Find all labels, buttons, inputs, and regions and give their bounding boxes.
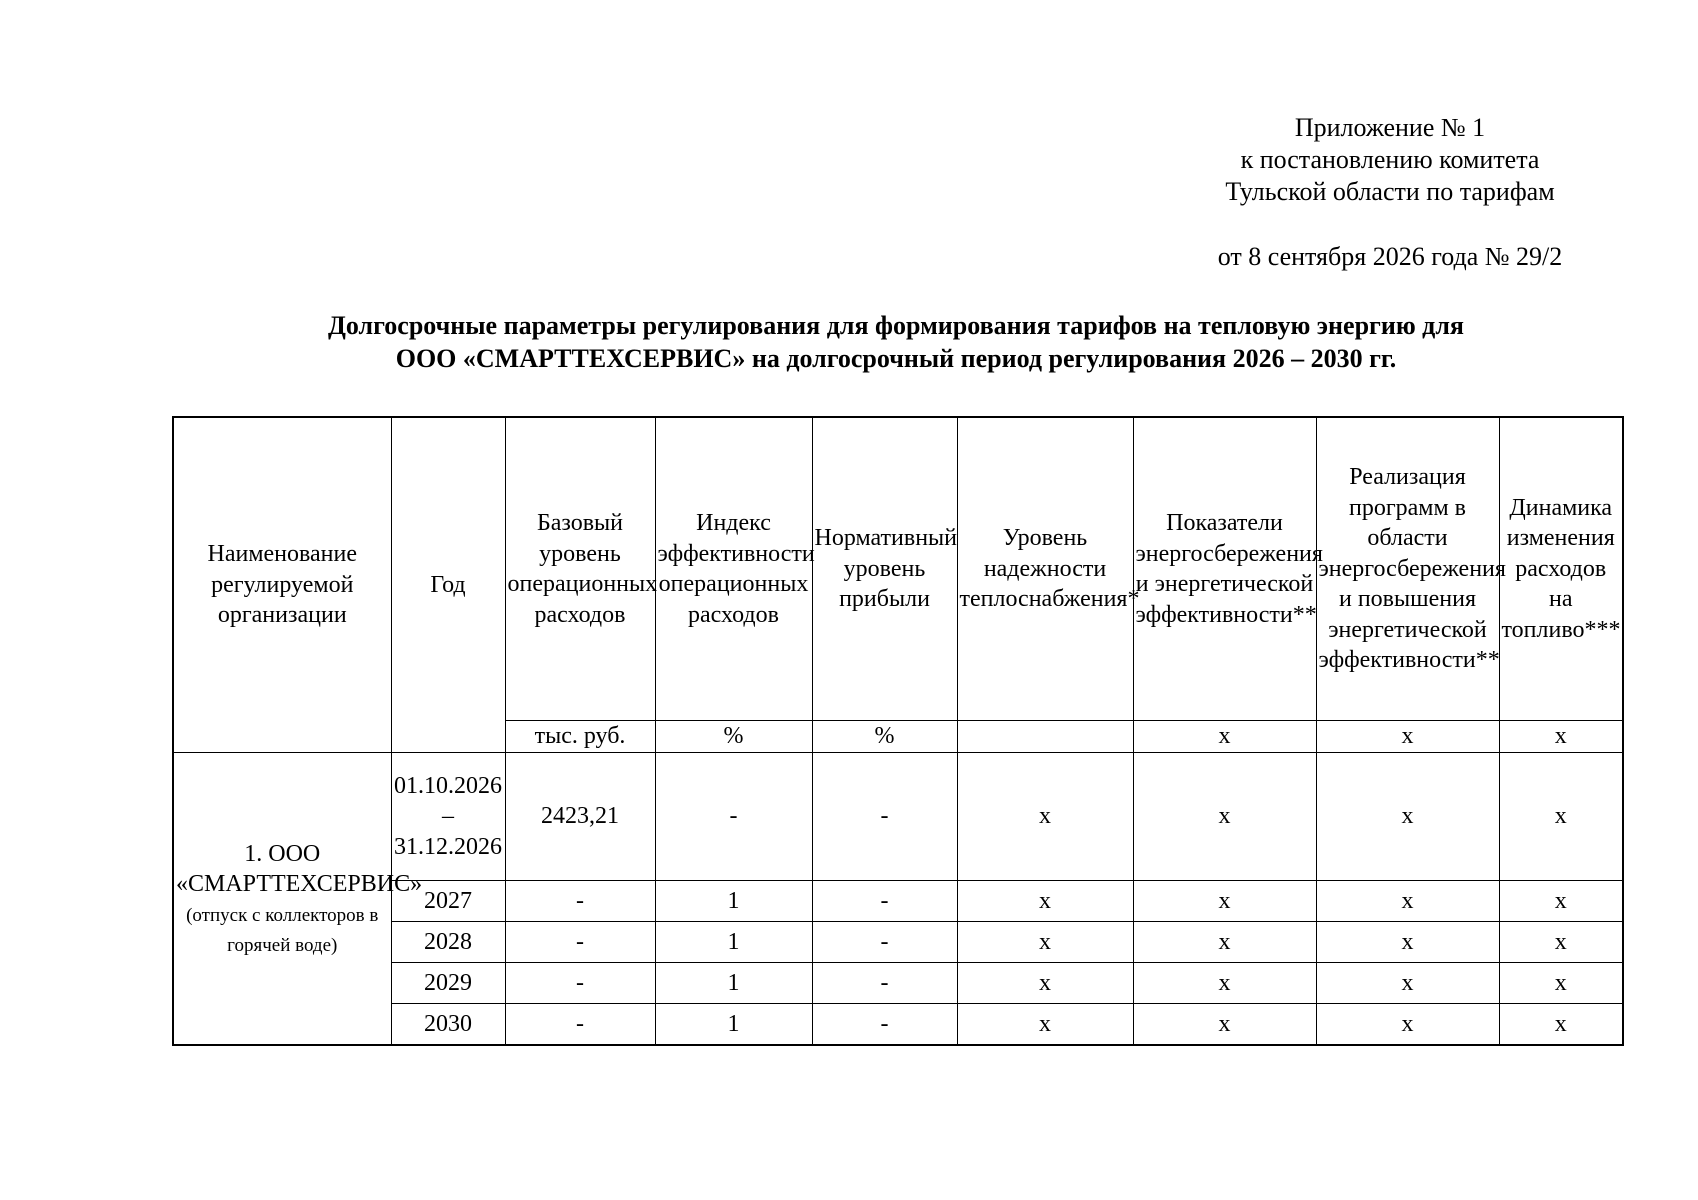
appendix-authority: Тульской области по тарифам — [1225, 177, 1555, 206]
unit-reliability — [957, 721, 1133, 753]
appendix-date: от 8 сентября 2026 года № 29/2 — [1217, 242, 1563, 271]
header-org: Наименование регулируемой организации — [173, 417, 391, 753]
header-reliability: Уровень надежности теплоснабжения* — [957, 417, 1133, 721]
cell-programs: x — [1316, 1004, 1499, 1046]
cell-energy-saving: x — [1133, 963, 1316, 1004]
cell-reliability: x — [957, 922, 1133, 963]
cell-profit-level: - — [812, 753, 957, 881]
header-base-level: Базовый уровень операционных расходов — [505, 417, 655, 721]
table-row — [173, 963, 1623, 1004]
table-header-row — [173, 417, 1623, 721]
cell-efficiency-index: 1 — [655, 963, 812, 1004]
cell-year: 2030 — [391, 1004, 505, 1046]
header-efficiency-index: Индекс эффективности операционных расходов — [655, 417, 812, 721]
appendix-reference: к постановлению комитета — [1240, 145, 1540, 174]
cell-fuel-dynamics: x — [1499, 753, 1623, 881]
unit-efficiency-index: % — [655, 721, 812, 753]
cell-reliability: x — [957, 753, 1133, 881]
org-name: 1. ООО «СМАРТТЕХСЕРВИС» — [176, 840, 423, 897]
header-year: Год — [391, 417, 505, 753]
document-title — [160, 309, 1632, 375]
org-name-cell — [173, 753, 423, 1046]
table-row — [173, 1004, 1623, 1046]
header-profit-level: Нормативный уровень прибыли — [812, 417, 957, 721]
cell-efficiency-index: 1 — [655, 922, 812, 963]
header-energy-saving: Показатели энергосбережения и энергетической эффективности** — [1133, 417, 1316, 721]
cell-profit-level: - — [812, 881, 957, 922]
cell-base-level: - — [505, 922, 655, 963]
cell-fuel-dynamics: x — [1499, 922, 1623, 963]
appendix-header — [1180, 112, 1600, 273]
unit-profit-level: % — [812, 721, 957, 753]
parameters-table — [172, 416, 1624, 1046]
cell-profit-level: - — [812, 1004, 957, 1046]
cell-base-level: - — [505, 881, 655, 922]
cell-base-level: 2423,21 — [505, 753, 655, 881]
cell-efficiency-index: 1 — [655, 1004, 812, 1046]
cell-reliability: x — [957, 881, 1133, 922]
cell-base-level: - — [505, 1004, 655, 1046]
cell-energy-saving: x — [1133, 922, 1316, 963]
header-programs: Реализация программ в области энергосбережения и повышения энергетической эффективности** — [1316, 417, 1499, 721]
header-fuel-dynamics: Динамика изменения расходов на топливо*** — [1499, 417, 1623, 721]
table-row — [173, 922, 1623, 963]
cell-fuel-dynamics: x — [1499, 881, 1623, 922]
unit-programs: x — [1316, 721, 1499, 753]
cell-fuel-dynamics: x — [1499, 1004, 1623, 1046]
cell-programs: x — [1316, 922, 1499, 963]
document-title-line-1: Долгосрочные параметры регулирования для формирования тарифов на тепловую энергию для — [327, 311, 1464, 340]
document-title-line-2: ООО «СМАРТТЕХСЕРВИС» на долгосрочный период регулирования 2026 – 2030 гг. — [395, 344, 1397, 373]
cell-fuel-dynamics: x — [1499, 963, 1623, 1004]
cell-energy-saving: x — [1133, 881, 1316, 922]
cell-programs: x — [1316, 753, 1499, 881]
cell-reliability: x — [957, 963, 1133, 1004]
cell-efficiency-index: 1 — [655, 881, 812, 922]
cell-programs: x — [1316, 881, 1499, 922]
unit-base-level: тыс. руб. — [505, 721, 655, 753]
cell-year: 2029 — [391, 963, 505, 1004]
unit-fuel-dynamics: x — [1499, 721, 1623, 753]
cell-year: 2027 — [391, 881, 505, 922]
table-row — [173, 753, 1623, 881]
cell-programs: x — [1316, 963, 1499, 1004]
cell-efficiency-index: - — [655, 753, 812, 881]
unit-energy-saving: x — [1133, 721, 1316, 753]
appendix-number: Приложение № 1 — [1294, 113, 1486, 142]
org-name-note: (отпуск с коллекторов в горячей воде) — [186, 904, 379, 956]
cell-base-level: - — [505, 963, 655, 1004]
cell-energy-saving: x — [1133, 753, 1316, 881]
cell-profit-level: - — [812, 963, 957, 1004]
cell-profit-level: - — [812, 922, 957, 963]
cell-reliability: x — [957, 1004, 1133, 1046]
cell-energy-saving: x — [1133, 1004, 1316, 1046]
cell-year: 2028 — [391, 922, 505, 963]
cell-year: 01.10.2026 – 31.12.2026 — [391, 753, 505, 881]
